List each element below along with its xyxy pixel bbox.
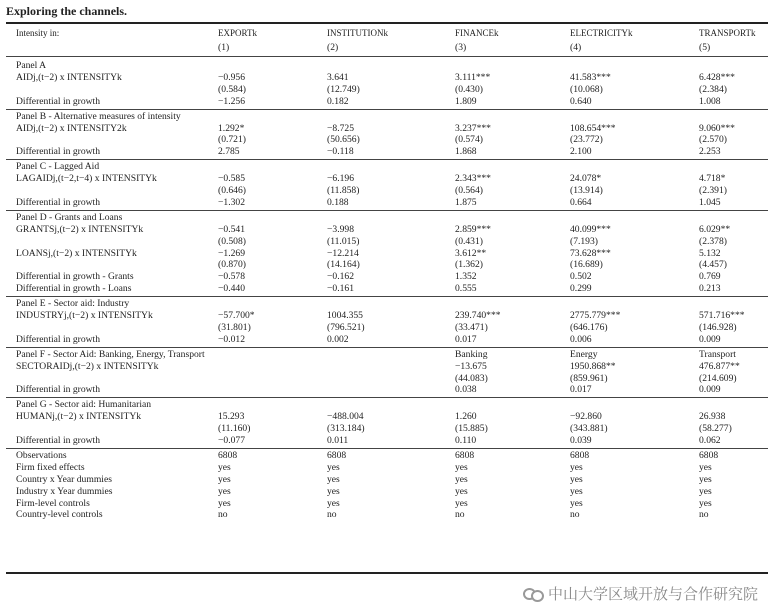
- table-cell: 2.100: [570, 146, 592, 158]
- table-cell: yes: [218, 485, 231, 497]
- table-cell: no: [455, 509, 465, 521]
- table-cell: 0.062: [699, 435, 721, 446]
- table-cell: 15.293: [218, 411, 245, 423]
- row-label: LAGAIDj,(t−2,t−4) x INTENSITYk: [16, 173, 157, 185]
- table-cell: 3.237***: [455, 122, 491, 134]
- chat-bubble-icon: [523, 587, 543, 601]
- table-cell: 4.718*: [699, 173, 726, 185]
- table-cell: (0.721): [218, 134, 246, 146]
- table-cell: (2.391): [699, 185, 727, 196]
- row-label: Country-level controls: [16, 509, 103, 521]
- watermark: [523, 583, 758, 604]
- table-cell: 6808: [327, 449, 347, 461]
- table-cell: (0.646): [218, 185, 246, 196]
- table-cell: 6808: [218, 449, 238, 461]
- table-cell: (13.914): [570, 185, 603, 196]
- row-label: AIDj,(t−2) x INTENSITYk: [16, 71, 122, 83]
- table-cell: 0.555: [455, 283, 477, 295]
- panel-separator: [6, 448, 768, 449]
- table-cell: (0.430): [455, 83, 483, 95]
- table-cell: 0.009: [699, 333, 721, 345]
- table-cell: (12.749): [327, 83, 360, 95]
- table-cell: 0.002: [327, 333, 349, 345]
- table-cell: no: [218, 509, 228, 521]
- table-cell: (2.378): [699, 235, 727, 247]
- table-cell: 0.182: [327, 95, 349, 107]
- row-label: Differential in growth: [16, 95, 101, 107]
- panel-separator: [6, 159, 768, 160]
- table-cell: 2775.779***: [570, 310, 621, 321]
- table-cell: 24.078*: [570, 173, 602, 185]
- col-header-3: FINANCEk: [455, 28, 499, 38]
- panel-separator: [6, 296, 768, 297]
- row-label: Firm fixed effects: [16, 461, 85, 473]
- col-number-2: (2): [327, 42, 339, 53]
- table-cell: yes: [699, 473, 712, 485]
- table-cell: no: [570, 509, 580, 521]
- table-cell: 0.640: [570, 95, 592, 107]
- row-label: AIDj,(t−2) x INTENSITY2k: [16, 122, 127, 134]
- col-number-3: (3): [455, 42, 467, 53]
- bottom-rule: [6, 572, 768, 574]
- table-cell: yes: [455, 485, 468, 497]
- table-cell: 0.110: [455, 435, 477, 446]
- table-cell: 3.111***: [455, 71, 491, 83]
- table-cell: 0.213: [699, 283, 721, 295]
- table-cell: (859.961): [570, 372, 608, 384]
- row-label: LOANSj,(t−2) x INTENSITYk: [16, 247, 137, 259]
- table-cell: −12.214: [327, 247, 359, 259]
- table-cell: −0.956: [218, 71, 245, 83]
- table-cell: 26.938: [699, 411, 726, 423]
- table-cell: −488.004: [327, 411, 364, 423]
- table-cell: (16.689): [570, 259, 603, 271]
- table-cell: (214.609): [699, 372, 737, 384]
- table-cell: yes: [455, 497, 468, 509]
- row-label: Differential in growth: [16, 435, 101, 446]
- table-cell: 6808: [570, 449, 590, 461]
- panel-separator: [6, 347, 768, 348]
- panel-separator: [6, 210, 768, 211]
- table-cell: (0.508): [218, 235, 246, 247]
- col-number-5: (5): [699, 42, 711, 53]
- table-cell: (23.772): [570, 134, 603, 146]
- table-cell: 73.628***: [570, 247, 611, 259]
- table-cell: (796.521): [327, 321, 365, 333]
- panel-heading: Panel D - Grants and Loans: [16, 211, 123, 223]
- table-cell: (0.870): [218, 259, 246, 271]
- row-label: HUMANj,(t−2) x INTENSITYk: [16, 411, 142, 423]
- table-cell: yes: [570, 473, 583, 485]
- table-cell: 1.352: [455, 271, 477, 283]
- table-cell: 1.868: [455, 146, 477, 158]
- table-cell: (15.885): [455, 423, 488, 435]
- table-cell: −0.162: [327, 271, 354, 283]
- table-cell: (31.801): [218, 321, 251, 333]
- table-cell: 1.809: [455, 95, 477, 107]
- panel-heading: Panel A: [16, 60, 47, 71]
- col-header-2: INSTITUTIONk: [327, 28, 388, 38]
- table-cell: 0.006: [570, 333, 592, 345]
- table-title: Exploring the channels.: [6, 4, 128, 18]
- table-cell: 476.877**: [699, 360, 740, 372]
- table-cell: (50.656): [327, 134, 360, 146]
- table-cell: 0.009: [699, 384, 721, 396]
- table-cell: −1.256: [218, 95, 245, 107]
- table-cell: 6.029**: [699, 223, 731, 235]
- table-cell: 0.299: [570, 283, 592, 295]
- table-cell: 2.785: [218, 146, 240, 158]
- col-header-4: ELECTRICITYk: [570, 28, 633, 38]
- table-cell: (343.881): [570, 423, 608, 435]
- table-cell: (313.184): [327, 423, 365, 435]
- table-cell: −92.860: [570, 411, 602, 423]
- table-cell: yes: [570, 497, 583, 509]
- table-cell: no: [699, 509, 709, 521]
- table-cell: (10.068): [570, 83, 603, 95]
- table-cell: 1.875: [455, 196, 477, 208]
- row-label: INDUSTRYj,(t−2) x INTENSITYk: [16, 310, 153, 321]
- table-cell: −13.675: [455, 360, 487, 372]
- table-cell: 1.008: [699, 95, 721, 107]
- table-cell: 40.099***: [570, 223, 611, 235]
- table-cell: (0.574): [455, 134, 483, 146]
- table-cell: 9.060***: [699, 122, 735, 134]
- col-header-5: TRANSPORTk: [699, 28, 756, 38]
- col-header-1: EXPORTk: [218, 28, 257, 38]
- row-label: Observations: [16, 449, 67, 461]
- table-cell: 0.188: [327, 196, 349, 208]
- table-cell: yes: [570, 461, 583, 473]
- table-cell: (0.584): [218, 83, 246, 95]
- table-cell: −0.578: [218, 271, 245, 283]
- table-cell: 108.654***: [570, 122, 616, 134]
- table-cell: 571.716***: [699, 310, 745, 321]
- table-cell: (11.160): [218, 423, 251, 435]
- row-label: Differential in growth: [16, 333, 101, 345]
- table-cell: −6.196: [327, 173, 354, 185]
- watermark-text: 中山大学区域开放与合作研究院: [547, 585, 758, 603]
- table-cell: 0.039: [570, 435, 592, 446]
- table-cell: (14.164): [327, 259, 360, 271]
- header-rule: [6, 56, 768, 57]
- panel-heading: Panel E - Sector aid: Industry: [16, 298, 130, 310]
- table-cell: 6808: [699, 449, 719, 461]
- row-label: Differential in growth - Loans: [16, 283, 132, 295]
- col-number-4: (4): [570, 42, 582, 53]
- table-cell: −0.077: [218, 435, 245, 446]
- row-label: Firm-level controls: [16, 497, 90, 509]
- table-cell: −0.585: [218, 173, 245, 185]
- table-cell: yes: [327, 497, 340, 509]
- table-cell: no: [327, 509, 337, 521]
- table-cell: 0.017: [570, 384, 592, 396]
- table-cell: (11.015): [327, 235, 360, 247]
- panel-heading: Panel G - Sector aid: Humanitarian: [16, 399, 152, 411]
- table-cell: 0.664: [570, 196, 592, 208]
- top-rule: [6, 22, 768, 24]
- table-cell: 1004.355: [327, 310, 363, 321]
- table-cell: 6.428***: [699, 71, 735, 83]
- table-cell: −1.269: [218, 247, 245, 259]
- col-number-1: (1): [218, 42, 230, 53]
- row-label: Industry x Year dummies: [16, 485, 113, 497]
- table-cell: (0.564): [455, 185, 483, 196]
- table-cell: 2.253: [699, 146, 721, 158]
- table-cell: (646.176): [570, 321, 608, 333]
- table-cell: Banking: [455, 348, 488, 360]
- row-label: SECTORAIDj,(t−2) x INTENSITYk: [16, 360, 159, 372]
- panel-heading: Panel C - Lagged Aid: [16, 161, 100, 173]
- table-cell: yes: [327, 461, 340, 473]
- table-cell: yes: [327, 473, 340, 485]
- table-cell: (44.083): [455, 372, 488, 384]
- panel-heading: Panel B - Alternative measures of intensity: [16, 110, 181, 122]
- table-cell: 1.292*: [218, 122, 245, 134]
- row-label: Differential in growth: [16, 384, 101, 396]
- table-cell: (1.362): [455, 259, 483, 271]
- table-cell: 3.641: [327, 71, 349, 83]
- table-cell: Energy: [570, 348, 598, 360]
- table-cell: 1.045: [699, 196, 721, 208]
- row-label: Country x Year dummies: [16, 473, 112, 485]
- row-label: Differential in growth - Grants: [16, 271, 134, 283]
- table-cell: (2.570): [699, 134, 727, 146]
- table-cell: (4.457): [699, 259, 727, 271]
- table-cell: −1.302: [218, 196, 245, 208]
- table-cell: 5.132: [699, 247, 721, 259]
- table-cell: −0.541: [218, 223, 245, 235]
- table-cell: 2.343***: [455, 173, 491, 185]
- row-label: Differential in growth: [16, 196, 101, 208]
- table-cell: −8.725: [327, 122, 354, 134]
- row-label: Panel F - Sector Aid: Banking, Energy, Transport: [16, 348, 205, 360]
- table-cell: yes: [570, 485, 583, 497]
- table-cell: −0.161: [327, 283, 354, 295]
- table-cell: (2.384): [699, 83, 727, 95]
- table-cell: 1950.868**: [570, 360, 616, 372]
- table-cell: (11.858): [327, 185, 360, 196]
- table-cell: −0.118: [327, 146, 354, 158]
- table-cell: 0.038: [455, 384, 477, 396]
- table-cell: (146.928): [699, 321, 737, 333]
- table-cell: (0.431): [455, 235, 483, 247]
- table-cell: yes: [327, 485, 340, 497]
- panel-separator: [6, 397, 768, 398]
- table-cell: yes: [218, 461, 231, 473]
- table-cell: 6808: [455, 449, 475, 461]
- table-cell: yes: [699, 497, 712, 509]
- table-cell: (33.471): [455, 321, 488, 333]
- table-cell: 0.017: [455, 333, 477, 345]
- table-cell: 0.769: [699, 271, 721, 283]
- table-cell: yes: [699, 461, 712, 473]
- panel-separator: [6, 109, 768, 110]
- table-cell: 3.612**: [455, 247, 487, 259]
- table-cell: 2.859***: [455, 223, 491, 235]
- row-label: GRANTSj,(t−2) x INTENSITYk: [16, 223, 144, 235]
- table-cell: 0.502: [570, 271, 592, 283]
- table-cell: −3.998: [327, 223, 354, 235]
- table-cell: 41.583***: [570, 71, 611, 83]
- table-cell: 239.740***: [455, 310, 501, 321]
- table-cell: yes: [218, 497, 231, 509]
- table-cell: −0.440: [218, 283, 245, 295]
- row-label: Differential in growth: [16, 146, 101, 158]
- table-cell: −57.700*: [218, 310, 255, 321]
- header-label: Intensity in:: [16, 28, 60, 38]
- table-cell: (58.277): [699, 423, 732, 435]
- table-cell: Transport: [699, 348, 736, 360]
- table-cell: 1.260: [455, 411, 477, 423]
- table-cell: (7.193): [570, 235, 598, 247]
- table-cell: −0.012: [218, 333, 245, 345]
- table-cell: yes: [455, 473, 468, 485]
- table-cell: yes: [455, 461, 468, 473]
- table-cell: yes: [218, 473, 231, 485]
- table-cell: yes: [699, 485, 712, 497]
- table-cell: 0.011: [327, 435, 349, 446]
